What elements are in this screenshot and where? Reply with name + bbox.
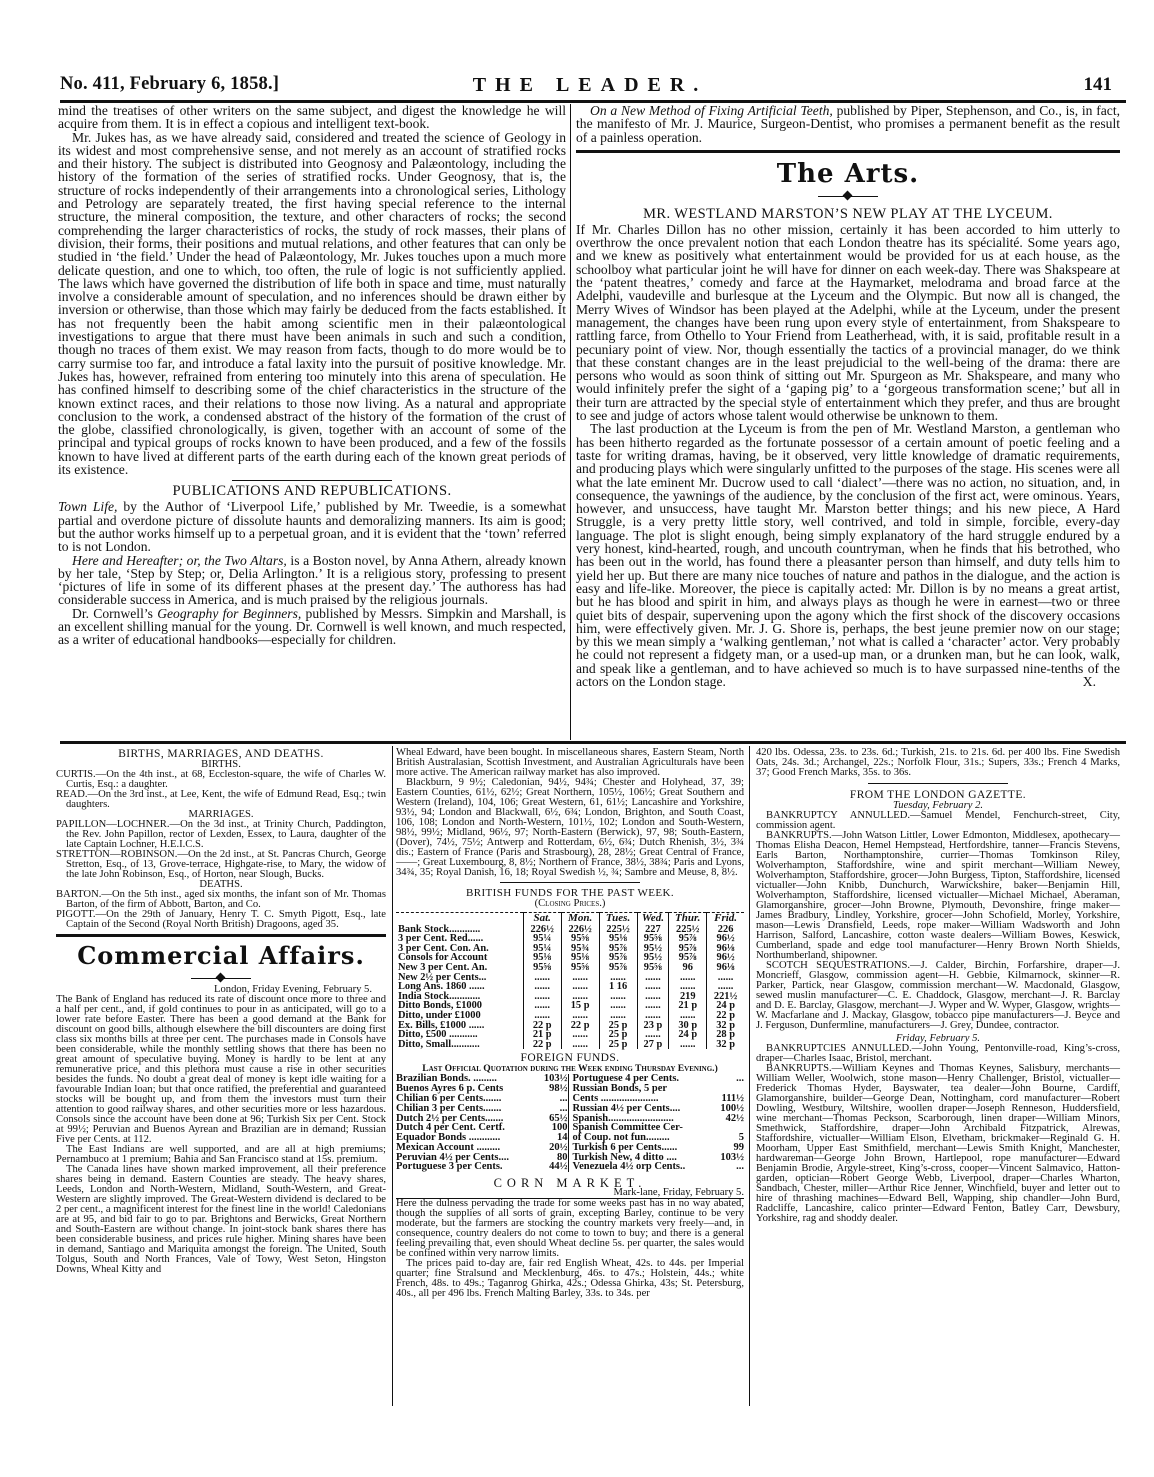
fund-name: Spanish......................... (572, 1112, 674, 1124)
publication-town-life: Town Life, by the Author of ‘Liverpool Life,’ published by Mr. Tweedie, is a somewhat partial and overdone picture of dissolute haunts and demoralizing manners. Its aim is good; but the author works himself up to a perpetual groan, and it is evident that the ‘town’ referred to is not London. (58, 499, 566, 555)
table-cell: Bank Stock............ (398, 923, 481, 935)
column-header: Tues. (599, 913, 637, 925)
table-cell: 3 per Cent. Con. An. (398, 942, 489, 954)
british-funds-body (396, 925, 744, 1050)
fund-price: 20½ (549, 1141, 568, 1153)
table-cell: 95¼ (523, 944, 561, 954)
geology-paragraph-1: mind the treatises of other writers on the same subject, and digest the knowledge he will acquire from them. It is in effect a copious and intelligent text-book. (58, 103, 566, 132)
table-cell: 95⅛ (561, 953, 599, 963)
table-cell: ...... (599, 1011, 637, 1021)
corn-paragraph: The prices paid to-day are, fair red English Wheat, 42s. to 44s. per Imperial quarter; fine Stralsund and Mecklenburg, 46s. to 47s.; Holstein, 44s.; white French, 48s. to 49s.; Taganrog Ghirka, 42s.; Odessa Ghirka, 43s; St. Petersburg, 40s., all per 496 lbs. French Malting Barley, 33s. to 34s. per (396, 1258, 744, 1300)
fund-name: Spanish Committee Cer- (572, 1122, 683, 1134)
table-cell: ...... (599, 1001, 637, 1011)
section-title-the-arts: The Arts. (776, 158, 920, 189)
table-cell: 95⅞ (669, 934, 707, 944)
table-cell: 95⅞ (599, 944, 637, 954)
gazette-friday-date: Friday, February 5. (895, 1033, 981, 1044)
gazette-entry: BANKRUPTS.—William Keynes and Thomas Keynes, Salisbury, merchants—William Weller, Woolwich, stone mason—Henry Challenger, Bristol, victualler—Frederick Thomas Hyder, Bayswater, tea dealer—John Bourne, Cardiff, Glamorganshire, builder—George Dean, Nottingham, cord manufacturer—Robert Dowling, Westbury, Wiltshire, woollen draper—Joseph Renneson, Huddersfield, wine merchant—Thomas Peckson, Scarborough, linen draper—William Minors, Smethwick, Staffordshire, draper—John Archibald Fitzpatrick, Alrewas, Staffordshire, victualler—William Elson, Elvetham, brickmaker—Reginald G. H. Moorham, Upper East Smithfield, merchant—Lewis Smith Knight, Manchester, hardwareman—George John Brown, Hartlepool, rope manufacturer—Edward Benjamin Brodie, Argyle-street, King’s-cross, cooper—Vincent Salmavico, Hatton-garden, optician—Robert George Webb, Liverpool, draper—Charles Wharton, Sandbach, Chester, miller—Arthur Rice Jenner, Winchfield, buyer and letter out to hire of thrashing machines—Edward Bell, Wapping, ship chandler—John Burd, Radcliffe, Lancashire, calico printer—Edward Fenton, Batley Carr, Dewsbury, Yorkshire, rag and shoddy dealer. (756, 1063, 1120, 1224)
table-cell: ...... (637, 1001, 669, 1011)
table-cell: India Stock............ (398, 990, 481, 1002)
table-cell: 22 p (523, 1040, 561, 1050)
table-cell: ...... (669, 982, 707, 992)
marriages-heading: MARRIAGES. (188, 809, 254, 820)
commercial-paragraph: The Canada lines have shown marked improvement, all their preference shares being in demand. Eastern Counties are steady. The heavy shares, Leeds, London and North-Western, Midland, South-Western, and Great-Western are slightly improved. The Great-Western dividend is declared to be 2 per cent., a magnificent interest for the finest line in the world! Caledonians are at 95, and bid fair to go to par. Brightons and Berwicks, Great Northern and South-Eastern are without change. In joint-stock bank shares there has been considerable business, and prices rule higher. Mining shares have been in demand, Santiago and Mariquita amongst the foreign. The United, South Tolgus, South and North Frances, Vale of Towy, West Seton, Hingston Downs, Wheal Kitty and (56, 1164, 386, 1275)
double-rule (576, 150, 1120, 153)
marriage-entry: PAPILLON—LOCHNER.—On the 3d inst., at Trinity Church, Paddington, the Rev. John Papillon, rector of Lexden, Essex, to Laura, daughter of the late Captain Lochner, H.E.I.C.S. (56, 819, 386, 850)
death-entry: BARTON.—On the 5th inst., aged six months, the infant son of Mr. Thomas Barton, of the firm of Abbott, Barton, and Co. (56, 889, 386, 910)
table-cell: ...... (523, 1011, 561, 1021)
table-header-row (396, 913, 744, 925)
table-cell: 95¼ (523, 934, 561, 944)
publications-heading: PUBLICATIONS AND REPUBLICATIONS. (172, 483, 452, 500)
fund-name: of Coup. not fun......... (572, 1132, 670, 1144)
table-cell: ...... (669, 1011, 707, 1021)
column-header (396, 913, 523, 925)
fund-price: 80 (557, 1151, 568, 1163)
table-cell: 96⅛ (707, 963, 744, 973)
table-cell: 95⅞ (669, 953, 707, 963)
newspaper-title: THE LEADER. (472, 74, 708, 96)
corn-prices-continued: 420 lbs. Odessa, 23s. to 23s. 6d.; Turkish, 21s. to 21s. 6d. per 400 lbs. Fine Swedish Oats, 24s. 3d.; Archangel, 22s.; Norfolk Flour, 31s.; Supers, 33s.; French 4 Marks, 37; Good French Marks, 35s. to 36s. (756, 747, 1120, 778)
table-cell: 23 p (637, 1021, 669, 1031)
table-cell: ...... (637, 992, 669, 1002)
fund-price: 100 (551, 1122, 568, 1134)
double-rule (56, 934, 386, 937)
fund-name: Portuguese 3 per Cents. (396, 1161, 503, 1173)
table-cell: 96⅛ (707, 944, 744, 954)
table-cell: 22 p (523, 1021, 561, 1031)
fund-price: ... (736, 1073, 744, 1085)
table-cell: ...... (523, 992, 561, 1002)
corn-market-dateline: Mark-lane, Friday, February 5. (396, 1188, 744, 1199)
fund-name: Equador Bonds ............ (396, 1132, 501, 1144)
column-header: Sat. (523, 913, 561, 925)
death-entry: PIGOTT.—On the 29th of January, Henry T. C. Smyth Pigott, Esq., late Captain of the Second (Royal North British) Dragoons, aged 35. (56, 909, 386, 930)
table-cell: ...... (599, 992, 637, 1002)
fund-name: Portuguese 4 per Cents. (572, 1073, 680, 1085)
table-cell: 221½ (707, 992, 744, 1002)
table-cell: 21 p (523, 1030, 561, 1040)
british-funds-table (396, 912, 744, 1049)
deaths-heading: DEATHS. (199, 879, 243, 890)
table-cell: 225½ (669, 925, 707, 935)
table-cell: ...... (561, 1011, 599, 1021)
foreign-funds-table (396, 1074, 744, 1172)
arts-paragraph-1: If Mr. Charles Dillon has no other mission, certainly it has been accorded to him utterly to overthrow the once prevalent notion that each London theatre has its spécialité. Some years ago, and we knew as positively what entertainment would be provided for us at each house, as the schoolboy what particular joint he will have for dinner on each week-day. There was Shakspeare at the ‘patent theatres,’ comedy and farce at the Haymarket, melodrama and broad farce at the Adelphi, vaudeville and burlesque at the Lyceum and the Olympic. But now all is changed, the Merry Wives of Windsor has been played at the Adelphi, while at the Lyceum, under the present management, the changes have been rung upon every style of entertainment, from Shakspeare to rattling farce, from Othello to Your Friend from Leatherhead, with, it is said, profitable result in a pecuniary point of view. Nor, though essentially the tactics of a provincial manager, do we think that these constant changes are in the least prejudicial to the well-being of the drama: there are persons who would as soon think of sitting out Mr. Spurgeon as Mr. Shakspeare, and many who would infinitely prefer the sight of a ‘gaping pig’ to a ‘gorgeous transformation scene;’ but all in their turn are attracted by the special style of entertainment which they prefer, and thus are brought to see and judge of actors whose talent would otherwise be unknown to them. (576, 221, 1120, 424)
table-cell: 95⅞ (599, 963, 637, 973)
table-cell: ...... (707, 982, 744, 992)
table-cell: Ex. Bills, £1000 ...... (398, 1019, 485, 1031)
column-divider (392, 746, 393, 1406)
fund-name: Cents ...................... (572, 1092, 659, 1104)
foreign-funds-subheading: Last Official Quotation during the Week ending Thursday Evening.) (422, 1063, 718, 1075)
fund-price: 103½ (543, 1073, 568, 1085)
fund-name: Brazilian Bonds. ......... (396, 1073, 497, 1085)
fund-name: Venezuela 4½ orp Cents.. (572, 1161, 686, 1173)
table-cell: ...... (637, 1030, 669, 1040)
right-upper-column (576, 104, 1120, 689)
corn-paragraph: Here the dulness pervading the trade for some weeks past has in no way abated, though the supplies of all sorts of grain, excepting Barley, continue to be very moderate, but the farmers are stocking the country markets very freely—and, in consequence, country dealers do not come to town to buy; and there is a general feeling prevailing that, even should Wheat decline 5s. per quarter, the sales would be confined within very narrow limits. (396, 1198, 744, 1260)
table-cell: 227 (637, 925, 669, 935)
table-cell: 24 p (707, 1001, 744, 1011)
table-cell: 32 p (707, 1040, 744, 1050)
lower-right-column (756, 748, 1120, 1224)
table-cell: ...... (561, 982, 599, 992)
table-cell: 1 16 (599, 982, 637, 992)
section-title-commercial-affairs: Commercial Affairs. (77, 941, 365, 970)
table-cell: 226½ (523, 925, 561, 935)
fund-price: 98½ (549, 1083, 568, 1095)
divider (868, 783, 1008, 784)
article-signature: X. (1082, 674, 1096, 690)
british-funds-subheading: (Closing Prices.) (534, 898, 606, 909)
artificial-teeth-notice: On a New Method of Fixing Artificial Teeth, published by Piper, Stephenson, and Co., is, in fact, the manifesto of Mr. J. Maurice, Surgeon-Dentist, who promises a permanent benefit as the result of a painless operation. (576, 103, 1121, 145)
publication-here-and-hereafter: Here and Hereafter; or, the Two Altars, is a Boston novel, by Anna Athern, already known by her tale, ‘Step by Step; or, Delia Arlington.’ It is a religious story, professing to present ‘pictures of life in some of its different phases at the present day.’ The authoress has had considerable success in America, and is much praised by the religious journals. (58, 552, 566, 608)
table-cell: 95⅝ (561, 934, 599, 944)
gazette-entry: BANKRUPTCIES ANNULLED.—John Young, Pentonville-road, King’s-cross, draper—Charles Isaac, Bristol, merchant. (756, 1043, 1120, 1064)
table-cell: ...... (707, 973, 744, 983)
corn-market-heading: CORN MARKET. (493, 1176, 647, 1191)
table-cell: 25 p (599, 1021, 637, 1031)
gazette-entry: BANKRUPTCY ANNULLED.—Samuel Mendel, Fenchurch-street, City, commission agent. (756, 810, 1120, 831)
foreign-funds-heading: FOREIGN FUNDS. (520, 1052, 620, 1065)
table-cell: ...... (669, 1040, 707, 1050)
table-row (396, 1040, 744, 1050)
railway-prices-paragraph: Blackburn, 9 9½; Caledonian, 94½, 94¾; Chester and Holyhead, 37, 39; Eastern Counties, 61½, 62½; Great Northern, 105½, 106½; Great Southern and Western (Ireland), 104, 106; Great Western, 61, 61½; Lancashire and Yorkshire, 93½, 94; London and Blackwall, 6½, 6¾; London, Brighton, and South Coast, 106, 108; London and North-Western, 101½, 102; London and South-Western, 98½, 99½; Midland, 96½, 97; North-Eastern (Berwick), 97, 98; South-Eastern, (Dover), 74½, 75½; Antwerp and Rotterdam, 6½, 6¾; Dutch Rhenish, 3½, 3¾ dis.; Eastern of France (Paris and Strasbourg), 28, 28½; Great Central of France, ——; Great Luxembourg, 8, 8½; Northern of France, 38½, 38¾; Paris and Lyons, 34¾, 35; Royal Danish, 16, 18; Royal Swedish ½, ¾; Sambre and Meuse, 8, 8½. (396, 777, 744, 878)
table-cell: 96½ (707, 953, 744, 963)
divider (232, 480, 392, 481)
table-cell: 96 (669, 963, 707, 973)
table-cell: 95⅝ (637, 934, 669, 944)
table-cell: ...... (561, 992, 599, 1002)
fund-name: Turkish New, 4 ditto .... (572, 1151, 677, 1163)
fund-name: Chilian 3 per Cents....... (396, 1102, 502, 1114)
table-cell: New 2½ per Cents... (398, 971, 487, 983)
commercial-paragraph: The East Indians are well supported, and are all at high premiums; Pernambuco at 1 premium; Bahia and San Francisco stand at 15s. premium. (56, 1144, 386, 1165)
lower-middle-column (396, 748, 744, 1299)
birth-entry: CURTIS.—On the 4th inst., at 68, Eccleston-square, the wife of Charles W. Curtis, Esq.: a daughter. (56, 769, 386, 790)
table-cell: ...... (561, 973, 599, 983)
table-cell: Consols for Account (398, 952, 488, 964)
marriage-entry: STRETTON—ROBINSON.—On the 2d inst., at St. Pancras Church, George Stretton, Esq., of 13, Grove-terrace, Highgate-rise, to Mary, the widow of the late John Robinson, Esq., of Horton, near Slough, Bucks. (56, 849, 386, 880)
divider (500, 882, 640, 883)
foreign-funds-left (396, 1074, 568, 1172)
british-funds-heading: BRITISH FUNDS FOR THE PAST WEEK. (466, 887, 674, 899)
table-cell: 95⅛ (523, 953, 561, 963)
table-cell: ...... (523, 1001, 561, 1011)
fund-name: Dutch 4 per Cent. Certf. (396, 1122, 505, 1134)
fund-name: Buenos Ayres 6 p. Cents (396, 1083, 504, 1095)
commercial-paragraph: The Bank of England has reduced its rate of discount once more to three and a half per cent., and, if gold continues to pour in as anticipated, will go to a lower rate before Easter. There has been a good demand at the Bank for discount on good bills, although elsewhere the bill discounters are doing first class six months bills at three per cent. The purchases made in Consols have been considerable, while the monthly settling shows that there has been no great amount of speculative buying. Money is hardly to be lent at any remunerative price, and this plethora must cause a rise in other securities besides the funds. No doubt a great deal of money is kept idle waiting for a favourable Indian loan; but that once ratified, the preferential and guaranteed stocks will be bought up, and from them the investors must turn their attention to good railway shares, and other securities more or less hazardous. Consols since the account have been done at 96; Turkish Six per Cent. Stock at 99½; Peruvian and Buenos Ayrean and Brazilian are in demand; Russian Five per Cents. at 112. (56, 994, 386, 1145)
table-cell: ...... (561, 1040, 599, 1050)
table-cell: 95⅝ (523, 963, 561, 973)
page-number: 141 (1083, 74, 1112, 95)
publication-geography: Dr. Cornwell’s Geography for Beginners, published by Messrs. Simpkin and Marshall, is an excellent shilling manual for the young. Dr. Cornwell is well known, and much respected, as a writer of educational handbooks—especially for children. (58, 605, 566, 648)
table-cell: ...... (599, 973, 637, 983)
table-cell: 95⅝ (561, 963, 599, 973)
ornament-divider-icon (818, 192, 878, 200)
fund-price: 99 (733, 1141, 744, 1153)
list-item (573, 1162, 745, 1172)
table-cell: 95½ (637, 944, 669, 954)
page-header (60, 62, 1120, 98)
gazette-heading: FROM THE LONDON GAZETTE. (849, 789, 1027, 801)
gazette-tuesday-date: Tuesday, February 2. (892, 800, 984, 811)
table-cell: 226½ (561, 925, 599, 935)
fund-price: 5 (738, 1132, 744, 1144)
fund-name: Dutch 2½ per Cents....... (396, 1112, 504, 1124)
table-cell: 95¾ (561, 944, 599, 954)
table-cell: 24 p (669, 1030, 707, 1040)
column-header: Frid. (707, 913, 744, 925)
table-cell: ...... (523, 973, 561, 983)
table-cell: Ditto Bonds, £1000 (398, 1000, 483, 1012)
fund-price: 65½ (549, 1112, 568, 1124)
bmd-heading: BIRTHS, MARRIAGES, AND DEATHS. (118, 748, 324, 760)
table-cell: 22 p (707, 1011, 744, 1021)
fund-price: 14 (557, 1132, 568, 1144)
table-cell: 96½ (707, 934, 744, 944)
left-upper-column (58, 104, 566, 647)
table-cell: 226 (707, 925, 744, 935)
table-cell: 3 per Cent. Red...... (398, 933, 484, 945)
gazette-entry: BANKRUPTS.—John Watson Littler, Lower Edmonton, Middlesex, apothecary—Thomas Elisha Deacon, Hemel Hempstead, Hertfordshire, tanner—Francis Stevens, Earls Barton, Northamptonshire, currier—Thomas Tomkinson Riley, Wolverhampton, Staffordshire, wine and spirit merchant—William Newey, Wolverhampton, Staffordshire, grocer—John Burgess, Tipton, Staffordshire, licensed victualler—John Knibb, Dunchurch, Warwickshire, baker—Benjamin Hill, Wolverhampton, Staffordshire, licensed victualler—Michael Michael, Aberaman, Glamorganshire, grocer—John Browne, Plymouth, Devonshire, fringe maker—James Bradbury, Lindley, Yorkshire, grocer—John Schofield, Morley, Yorkshire, mason—Lewis Dransfield, Leeds, rope maker—William Wadsworth and John Harrison, Salford, Lancashire, cotton waste dealers—William Bowes, Keswick, Cumberland, spade and edge tool manufacturer—Henry Brown North Shields, Northumberland, shipowner. (756, 830, 1120, 961)
column-header: Wed. (637, 913, 669, 925)
commercial-dateline: London, Friday Evening, February 5. (214, 984, 372, 995)
fund-name: Turkish 6 per Cents...... (572, 1141, 678, 1153)
geology-paragraph-2: Mr. Jukes has, as we have already said, considered and treated the science of Geology in its widest and most comprehensive sense, and not merely as an account of stratified rocks and their history. The subject is distributed into Geognosy and Palæontology, including the history of the formation of the series of stratified rocks. Under Geognosy, that is, the structure of rocks independently of their arrangements into a chronological series, Lithology and Petrology are separately treated, the first having special reference to the internal structure, the mineral composition, the texture, and other characters of rocks; the second comprehending the larger characteristics of rocks, the study of rock masses, their plans of division, their forms, their positions and mutual relations, and other features that can only be studied in ‘the field.’ Under the head of Palæontology, Mr. Jukes touches upon a much more delicate question, and one to which, too often, the rule of logic is not sufficiently applied. The laws which have governed the distribution of life both in space and time, must naturally involve a considerable amount of speculation, and no inferences should be drawn either by inversion or otherwise, than those which may fairly be deduced from the facts established. It has not frequently been the habit among scientific men in their palæontological investigations to argue that there must have been animals in such and such a condition, though no traces of them exist. We may reason from facts, though to do more would be to carry surmise too far, and introduce a fatal laxity into the pursuit of positive knowledge. Mr. Jukes has, however, refrained from entering too minutely into this arena of speculation. He has confined himself to describing some of the chief characteristics in the structure of the known extinct races, and their relations to those now living. As a natural and appropriate conclusion to the work, a condensed abstract of the history of the formation of the crust of the globe, classified chronologically, is given, together with an account of some of the principal and typical groups of rocks known to have been produced, and a few of the fossils known to have lived at different parts of the earth during each of the known great periods of its existence. (58, 129, 566, 478)
table-cell: ...... (637, 973, 669, 983)
table-cell: ...... (523, 982, 561, 992)
table-cell: 95⅞ (599, 953, 637, 963)
fund-name: Mexican Account ......... (396, 1141, 501, 1153)
table-cell: Ditto, under £1000 (398, 1009, 481, 1021)
table-cell: 28 p (707, 1030, 744, 1040)
shares-paragraph: Wheal Edward, have been bought. In miscellaneous shares, Eastern Steam, North British Australasian, Scottish Investment, and Australian Agriculturals have been more active. The American railway market has also improved. (396, 747, 744, 778)
fund-name: Russian Bonds, 5 per (572, 1083, 668, 1095)
arts-paragraph-2: The last production at the Lyceum is from the pen of Mr. Westland Marston, a gentleman who has been hitherto regarded as the fortunate possessor of a certain amount of poetic feeling and a taste for writing dramas, having, be it observed, very little knowledge of dramatic requirements, and producing plays which were singularly unfitted to the purposes of the stage. His scenes were all what the late eminent Mr. Ducrow used to call ‘dialect’—there was no action, no situation, and, in consequence, the yawnings of the audience, by the conclusion of the first act, were ominous. Years, however, and unsuccess, have taught Mr. Marston better things; and his new piece, A Hard Struggle, is a very pretty little story, well contrived, and told in simple, forcible, every-day language. The plot is slight enough, being simply explanatory of the hard struggle endured by a very honest, kind-hearted, rough, and uncouth countryman, when he finds that his betrothed, who has been out in the world, has found there a pleasanter person than himself, and duty tells him to yield her up. But there are many nice touches of nature and pathos in the dialogue, and the action is easy and life-like. Moreover, the piece is capitally acted: Mr. Dillon is by no means a great artist, but he has blood and spirit in him, and always plays as though he were in earnest—two or three quiet bits of despair, supervening upon the agony which the first shock of the discovery occasions him, were effectively given. Mr. J. G. Shore is, perhaps, the best jeune premier now on our stage; by this we mean simply a ‘walking gentleman,’ not what is called a ‘character’ actor. Very probably he could not represent a fidgety man, or a used-up man, or a drunken man, but he can look, walk, and speak like a gentleman, and to have achieved so much is to have surpassed nine-tenths of the actors on the London stage. (576, 421, 1120, 689)
fund-price: 44½ (549, 1161, 568, 1173)
fund-price: 100½ (720, 1102, 744, 1114)
table-cell: 95½ (637, 953, 669, 963)
fund-name: Russian 4½ per Cents.... (572, 1102, 681, 1114)
article-heading: MR. WESTLAND MARSTON’S NEW PLAY AT THE LYCEUM. (643, 205, 1053, 222)
fund-name: Peruvian 4½ per Cents.... (396, 1151, 509, 1163)
table-cell: 95⅛ (599, 934, 637, 944)
fund-price: 111½ (721, 1092, 744, 1104)
table-cell: New 3 per Cent. An. (398, 961, 488, 973)
fund-price: 103½ (720, 1151, 744, 1163)
section-rule (60, 741, 1126, 744)
fund-price: ... (559, 1092, 568, 1104)
issue-date: No. 411, February 6, 1858.] (60, 74, 280, 94)
table-cell: 30 p (669, 1021, 707, 1031)
table-cell: 22 p (561, 1021, 599, 1031)
table-cell: 25 p (599, 1030, 637, 1040)
foreign-funds-right (568, 1074, 745, 1172)
fund-price: 42½ (725, 1112, 744, 1124)
table-cell: Ditto, Small........... (398, 1038, 480, 1050)
table-cell: ...... (561, 1030, 599, 1040)
table-cell: 95⅝ (637, 963, 669, 973)
ornament-divider-icon (191, 974, 251, 982)
column-divider (570, 104, 571, 740)
table-cell: 219 (669, 992, 707, 1002)
table-cell: Long Ans. 1860 ...... (398, 981, 485, 993)
table-cell: 15 p (561, 1001, 599, 1011)
table-cell: 21 p (669, 1001, 707, 1011)
fund-price: ... (736, 1161, 744, 1173)
gazette-entry: SCOTCH SEQUESTRATIONS.—J. Calder, Birchin, Forfarshire, draper—J. Moncrieff, Glasgow, commission agent—H. Gebbie, Kilmarnock, skinner—R. Parker, Partick, near Glasgow, commission merchant—W. Macdonald, Glasgow, sewed muslin manufacturer—C. E. Chaddock, Glasgow, merchant—J. R. Barclay and D. E. Barclay, Glasgow, merchant—J. Wyper and W. Wyper, Glasgow, wrights—W. Macfarlane and J. Mackay, Glasgow, tobacco pipe manufacturers—J. Beyce and J. Ferguson, Dunfermline, manufacturers—J. Grey, Dundee, contractor. (756, 960, 1120, 1031)
table-cell: 225½ (599, 925, 637, 935)
table-cell: Ditto, £500 ........... (398, 1029, 478, 1041)
table-cell: 25 p (599, 1040, 637, 1050)
table-cell: ...... (637, 982, 669, 992)
column-divider (749, 746, 750, 1406)
birth-entry: READ.—On the 3rd inst., at Lee, Kent, the wife of Edmund Read, Esq.; twin daughters. (56, 789, 386, 810)
table-cell: 95⅞ (669, 944, 707, 954)
fund-name: Chilian 6 per Cents....... (396, 1092, 502, 1104)
column-header: Thur. (669, 913, 707, 925)
table-cell: 27 p (637, 1040, 669, 1050)
table-cell: ...... (637, 1011, 669, 1021)
births-heading: BIRTHS. (201, 759, 241, 770)
table-cell: 32 p (707, 1021, 744, 1031)
table-cell: ...... (669, 973, 707, 983)
column-header: Mon. (561, 913, 599, 925)
fund-price: ... (559, 1102, 568, 1114)
list-item (396, 1162, 568, 1172)
lower-left-column (56, 748, 386, 1275)
